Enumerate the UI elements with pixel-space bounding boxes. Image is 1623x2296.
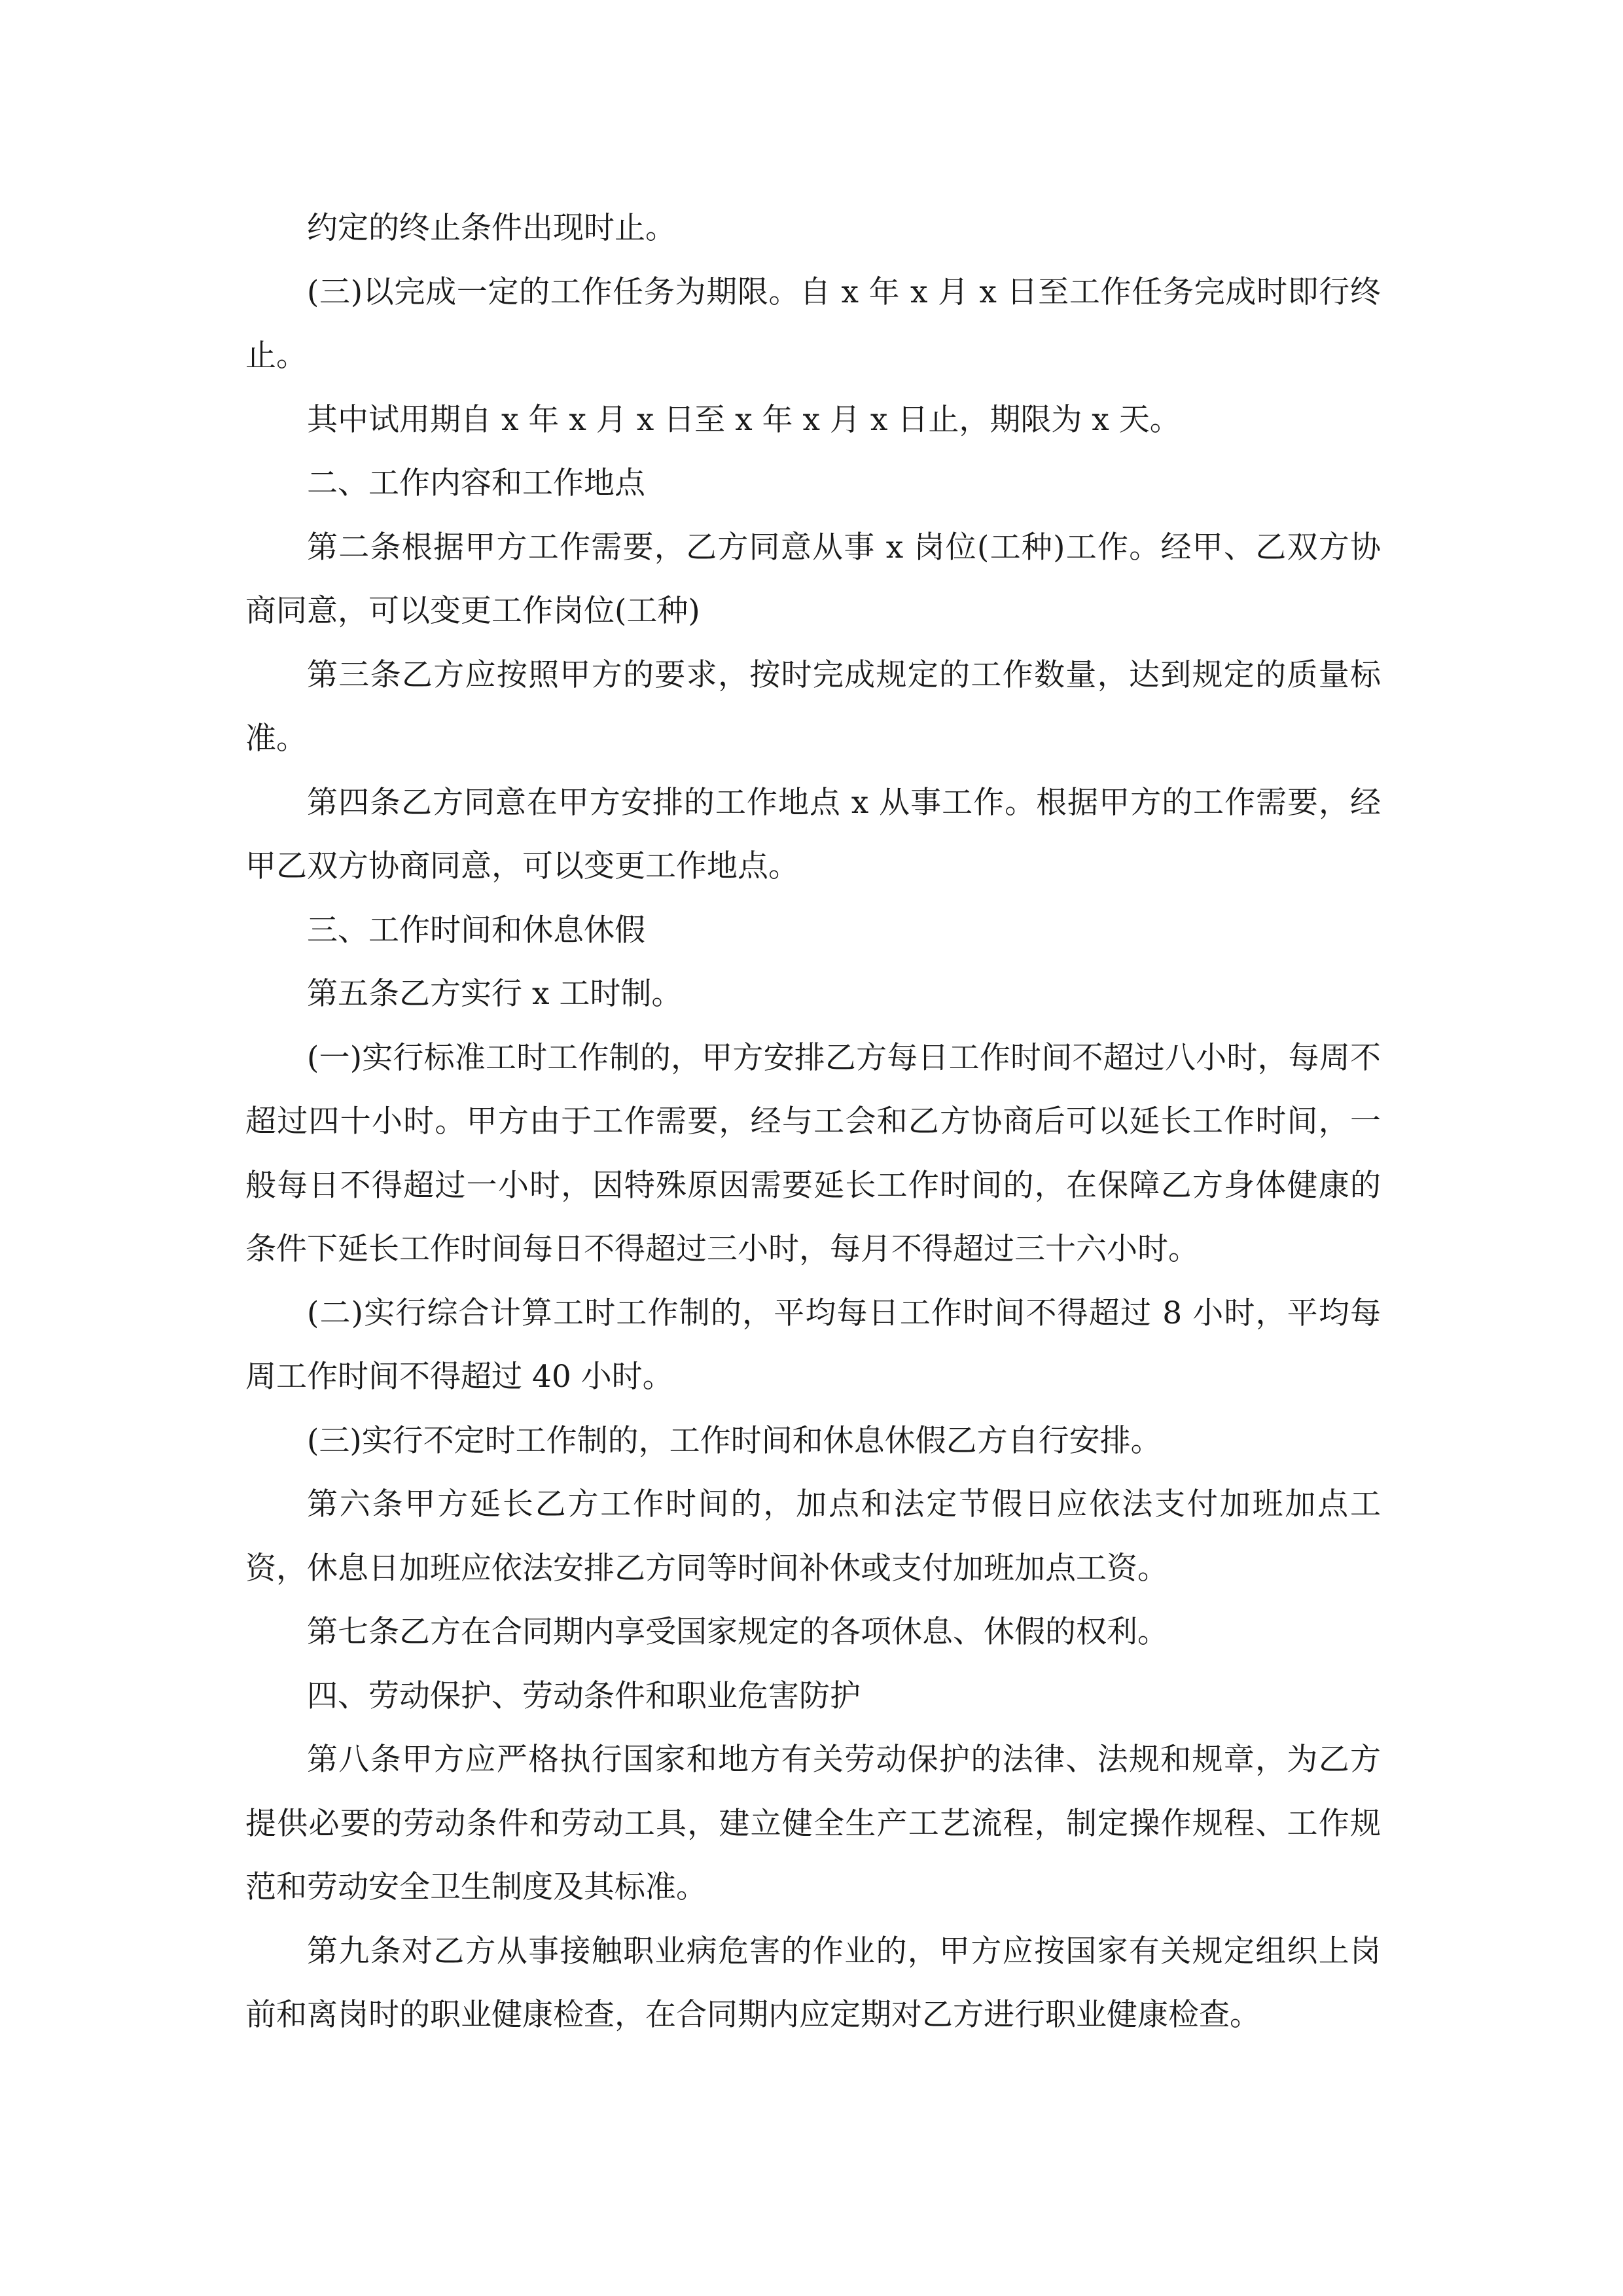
article-5-item-1: (一)实行标准工时工作制的，甲方安排乙方每日工作时间不超过八小时，每周不超过四十小时。甲方由于工作需要，经与工会和乙方协商后可以延长工作时间，一般每日不得超过一小时，因特殊原因需要延长工作时间的，在保障乙方身体健康的条件下延长工作时间每日不得超过三小时，每月不得超过三十六小时。 [245,1039,1381,1267]
section-heading-labor-protection: 四、劳动保护、劳动条件和职业危害防护 [307,1677,861,1714]
paragraph-termination-condition: 约定的终止条件出现时止。 [307,210,676,246]
article-8: 第八条甲方应严格执行国家和地方有关劳动保护的法律、法规和规章，为乙方提供必要的劳动条件和劳动工具，建立健全生产工艺流程，制定操作规程、工作规范和劳动安全卫生制度及其标准。 [245,1742,1381,1905]
article-5-item-3: (三)实行不定时工作制的，工作时间和休息休假乙方自行安排。 [307,1422,1162,1459]
article-5: 第五条乙方实行 x 工时制。 [307,976,683,1012]
article-7: 第七条乙方在合同期内享受国家规定的各项休息、休假的权利。 [307,1614,1168,1650]
paragraph-task-term: (三)以完成一定的工作任务为期限。自 x 年 x 月 x 日至工作任务完成时即行终止。 [245,274,1381,374]
article-4: 第四条乙方同意在甲方安排的工作地点 x 从事工作。根据甲方的工作需要，经甲乙双方协商同意，可以变更工作地点。 [245,784,1381,884]
article-6: 第六条甲方延长乙方工作时间的，加点和法定节假日应依法支付加班加点工资，休息日加班应依法安排乙方同等时间补休或支付加班加点工资。 [245,1486,1381,1587]
section-heading-work-content: 二、工作内容和工作地点 [307,465,645,501]
article-3: 第三条乙方应按照甲方的要求，按时完成规定的工作数量，达到规定的质量标准。 [245,656,1381,757]
article-5-item-2: (二)实行综合计算工时工作制的，平均每日工作时间不得超过 8 小时，平均每周工作时间不得超过 40 小时。 [245,1295,1381,1395]
document-body [245,196,1381,2047]
article-9: 第九条对乙方从事接触职业病危害的作业的，甲方应按国家有关规定组织上岗前和离岗时的职业健康检查，在合同期内应定期对乙方进行职业健康检查。 [245,1933,1381,2033]
article-2: 第二条根据甲方工作需要，乙方同意从事 x 岗位(工种)工作。经甲、乙双方协商同意，可以变更工作岗位(工种) [245,529,1381,629]
paragraph-probation: 其中试用期自 x 年 x 月 x 日至 x 年 x 月 x 日止，期限为 x 天。 [307,401,1181,438]
section-heading-work-hours: 三、工作时间和休息休假 [307,912,645,948]
